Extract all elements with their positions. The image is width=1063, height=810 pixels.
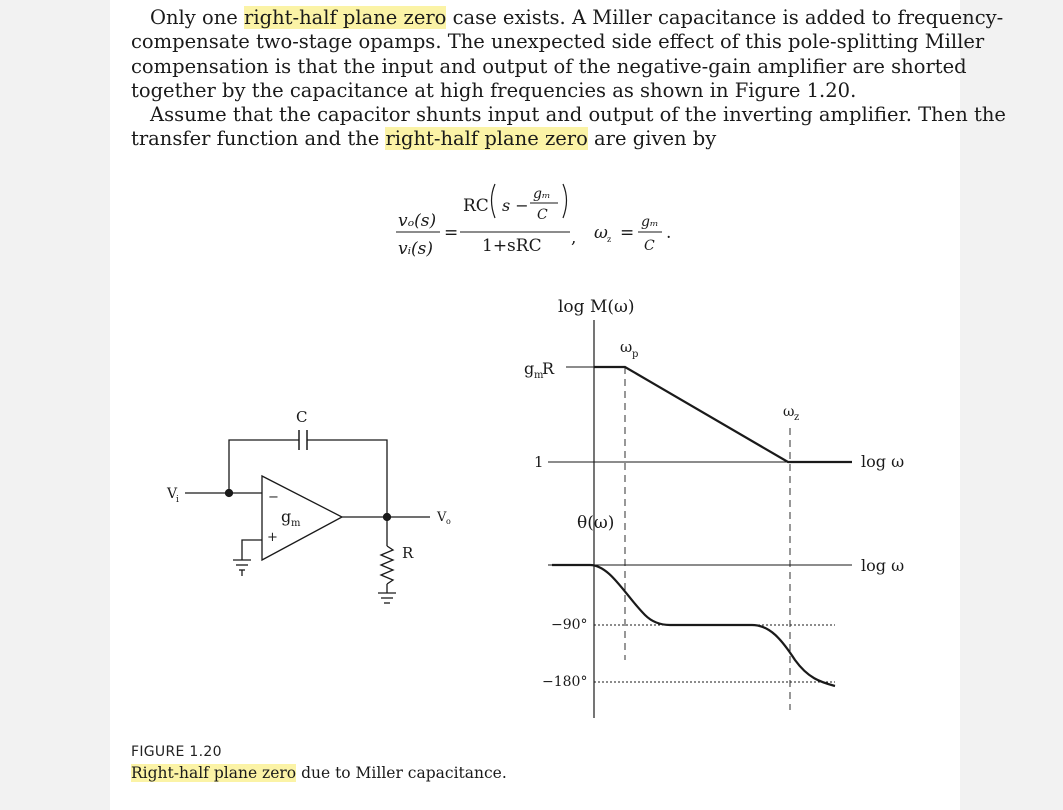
eq-lhs-num: vₒ(s) (398, 211, 437, 231)
phase-xlabel: log ω (861, 556, 905, 575)
gmR-label-sub: m (534, 370, 544, 381)
gmR-label: g (524, 359, 535, 378)
eq-wz-num: gₘ (641, 214, 659, 230)
plus-input-wire (242, 540, 262, 560)
unity-label: 1 (534, 453, 544, 471)
highlight-rhp-zero[interactable]: right-half plane zero (385, 127, 588, 151)
eq-equals: = (444, 223, 459, 243)
text: transfer function and the (131, 127, 386, 151)
transfer-function-equation (396, 184, 671, 259)
figure-caption (131, 742, 507, 784)
output-label-sub: o (446, 517, 451, 526)
text-line: together by the capacitance at high frequencies as shown in Figure 1.20. (131, 78, 857, 102)
phase-title: θ(ω) (577, 513, 615, 533)
gm-label: g (281, 507, 292, 526)
wz-label: ω (783, 404, 795, 420)
wp-label-sub: p (632, 349, 639, 360)
magnitude-curve (594, 367, 852, 462)
eq-period: . (666, 223, 672, 243)
mag-xlabel: log ω (861, 452, 905, 471)
wz-label-sub: z (794, 412, 800, 423)
minus90-label: −90° (551, 617, 588, 633)
gmR-label-tail: R (542, 359, 555, 378)
figure-label: FIGURE 1.20 (131, 744, 222, 760)
input-label-sub: i (176, 495, 179, 505)
eq-right-paren (563, 184, 567, 218)
highlight-rhp-zero[interactable]: right-half plane zero (244, 6, 447, 29)
text: case exists. A Miller capacitance is added to frequency- (446, 6, 1004, 29)
eq-equals: = (620, 223, 635, 243)
eq-s-minus: s − (502, 196, 529, 215)
resistor-label: R (402, 544, 414, 562)
highlight-rhp-zero[interactable]: Right-half plane zero (131, 764, 297, 782)
opamp-triangle[interactable] (262, 476, 342, 560)
mag-title: log M(ω) (558, 297, 635, 317)
eq-left-paren (492, 184, 496, 218)
opamp-minus: − (268, 490, 279, 505)
opamp-plus: + (267, 530, 278, 545)
eq-c: C (537, 207, 548, 223)
text-line: compensation is that the input and output of the negative-gain amplifier are shorted (131, 54, 967, 78)
text: Only one (150, 6, 245, 29)
minus180-label: −180° (542, 674, 588, 690)
eq-lhs-den: vᵢ(s) (398, 239, 434, 259)
feedback-wire-left (229, 440, 299, 493)
resistor-zigzag (381, 546, 393, 584)
eq-comma: , (571, 228, 577, 248)
eq-gm: gₘ (533, 186, 551, 202)
bode-magnitude-plot (548, 297, 852, 718)
eq-rc: RC (463, 196, 489, 216)
input-label: V (167, 486, 178, 502)
eq-rhs-den: 1+sRC (482, 236, 542, 256)
text-line: compensate two-stage opamps. The unexpected side effect of this pole-splitting Miller (131, 30, 985, 54)
gm-label-sub: m (291, 518, 301, 529)
eq-wz-den: C (644, 238, 655, 254)
eq-omega-sub: z (607, 235, 612, 244)
eq-omega: ω (594, 223, 608, 243)
output-label: V (437, 510, 447, 525)
text-line: Assume that the capacitor shunts input and output of the inverting amplifier. Then the (150, 103, 1006, 126)
text: are given by (587, 127, 717, 151)
capacitor-label: C (296, 408, 308, 426)
wp-label: ω (620, 338, 633, 356)
caption-text: due to Miller capacitance. (296, 764, 507, 782)
miller-circuit (185, 430, 430, 603)
